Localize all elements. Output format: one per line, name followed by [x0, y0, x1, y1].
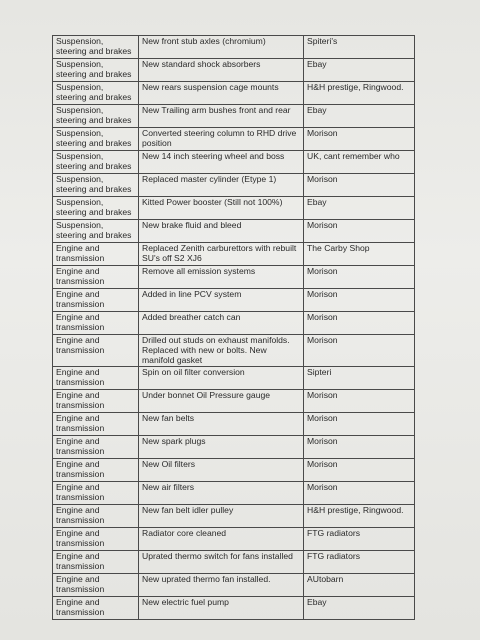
table-row — [53, 243, 415, 266]
source-cell: Morison — [304, 413, 415, 436]
source-cell: Morison — [304, 220, 415, 243]
source-cell: UK, cant remember who — [304, 151, 415, 174]
work-cell: Added breather catch can — [139, 312, 304, 335]
source-cell: Morison — [304, 390, 415, 413]
work-cell: Added in line PCV system — [139, 289, 304, 312]
area-cell: Engine and transmission — [53, 597, 139, 620]
table-row — [53, 390, 415, 413]
table-row — [53, 36, 415, 59]
source-cell: Morison — [304, 266, 415, 289]
source-cell: AUtobarn — [304, 574, 415, 597]
source-cell: H&H prestige, Ringwood. — [304, 505, 415, 528]
table-row — [53, 574, 415, 597]
work-cell: New spark plugs — [139, 436, 304, 459]
table-row — [53, 82, 415, 105]
restoration-log-table — [52, 35, 415, 620]
source-cell: Ebay — [304, 197, 415, 220]
work-cell: Radiator core cleaned — [139, 528, 304, 551]
source-cell: The Carby Shop — [304, 243, 415, 266]
work-cell: New Trailing arm bushes front and rear — [139, 105, 304, 128]
table-row — [53, 436, 415, 459]
work-cell: Spin on oil filter conversion — [139, 367, 304, 390]
table-row — [53, 266, 415, 289]
table-row — [53, 597, 415, 620]
area-cell: Suspension, steering and brakes — [53, 197, 139, 220]
source-cell: H&H prestige, Ringwood. — [304, 82, 415, 105]
source-cell: Sipteri — [304, 367, 415, 390]
source-cell: Ebay — [304, 105, 415, 128]
source-cell: Ebay — [304, 59, 415, 82]
table-row — [53, 289, 415, 312]
area-cell: Engine and transmission — [53, 243, 139, 266]
work-cell: New front stub axles (chromium) — [139, 36, 304, 59]
table-row — [53, 505, 415, 528]
area-cell: Engine and transmission — [53, 335, 139, 367]
table-row — [53, 528, 415, 551]
work-cell: New fan belt idler pulley — [139, 505, 304, 528]
table-row — [53, 151, 415, 174]
work-cell: New Oil filters — [139, 459, 304, 482]
work-cell: Converted steering column to RHD drive position — [139, 128, 304, 151]
table-row — [53, 459, 415, 482]
source-cell: Ebay — [304, 597, 415, 620]
work-cell: Under bonnet Oil Pressure gauge — [139, 390, 304, 413]
area-cell: Engine and transmission — [53, 367, 139, 390]
area-cell: Suspension, steering and brakes — [53, 59, 139, 82]
area-cell: Engine and transmission — [53, 551, 139, 574]
area-cell: Suspension, steering and brakes — [53, 151, 139, 174]
source-cell: Morison — [304, 459, 415, 482]
table-row — [53, 105, 415, 128]
area-cell: Suspension, steering and brakes — [53, 36, 139, 59]
work-cell: New rears suspension cage mounts — [139, 82, 304, 105]
source-cell: Morison — [304, 436, 415, 459]
source-cell: Morison — [304, 312, 415, 335]
area-cell: Engine and transmission — [53, 482, 139, 505]
work-cell: New electric fuel pump — [139, 597, 304, 620]
work-cell: New uprated thermo fan installed. — [139, 574, 304, 597]
table-row — [53, 128, 415, 151]
area-cell: Engine and transmission — [53, 289, 139, 312]
area-cell: Engine and transmission — [53, 312, 139, 335]
work-cell: New 14 inch steering wheel and boss — [139, 151, 304, 174]
table-row — [53, 220, 415, 243]
work-cell: New air filters — [139, 482, 304, 505]
area-cell: Engine and transmission — [53, 390, 139, 413]
source-cell: Morison — [304, 335, 415, 367]
work-cell: Replaced Zenith carburettors with rebuilt SU's off S2 XJ6 — [139, 243, 304, 266]
area-cell: Suspension, steering and brakes — [53, 105, 139, 128]
table-row — [53, 59, 415, 82]
table-row — [53, 367, 415, 390]
table-row — [53, 174, 415, 197]
table-row — [53, 312, 415, 335]
source-cell: FTG radiators — [304, 551, 415, 574]
table-row — [53, 482, 415, 505]
source-cell: Morison — [304, 128, 415, 151]
work-cell: Remove all emission systems — [139, 266, 304, 289]
area-cell: Engine and transmission — [53, 266, 139, 289]
source-cell: FTG radiators — [304, 528, 415, 551]
area-cell: Engine and transmission — [53, 413, 139, 436]
work-cell: New brake fluid and bleed — [139, 220, 304, 243]
work-cell: Kitted Power booster (Still not 100%) — [139, 197, 304, 220]
area-cell: Suspension, steering and brakes — [53, 174, 139, 197]
area-cell: Engine and transmission — [53, 528, 139, 551]
table-row — [53, 551, 415, 574]
source-cell: Spiteri's — [304, 36, 415, 59]
table-row — [53, 413, 415, 436]
area-cell: Suspension, steering and brakes — [53, 128, 139, 151]
work-cell: New fan belts — [139, 413, 304, 436]
area-cell: Engine and transmission — [53, 574, 139, 597]
area-cell: Engine and transmission — [53, 459, 139, 482]
area-cell: Engine and transmission — [53, 505, 139, 528]
source-cell: Morison — [304, 289, 415, 312]
area-cell: Engine and transmission — [53, 436, 139, 459]
work-cell: Uprated thermo switch for fans installed — [139, 551, 304, 574]
work-cell: New standard shock absorbers — [139, 59, 304, 82]
work-cell: Replaced master cylinder (Etype 1) — [139, 174, 304, 197]
table-row — [53, 335, 415, 367]
source-cell: Morison — [304, 482, 415, 505]
area-cell: Suspension, steering and brakes — [53, 220, 139, 243]
area-cell: Suspension, steering and brakes — [53, 82, 139, 105]
source-cell: Morison — [304, 174, 415, 197]
work-cell: Drilled out studs on exhaust manifolds. Replaced with new or bolts. New manifold gasket — [139, 335, 304, 367]
table-row — [53, 197, 415, 220]
